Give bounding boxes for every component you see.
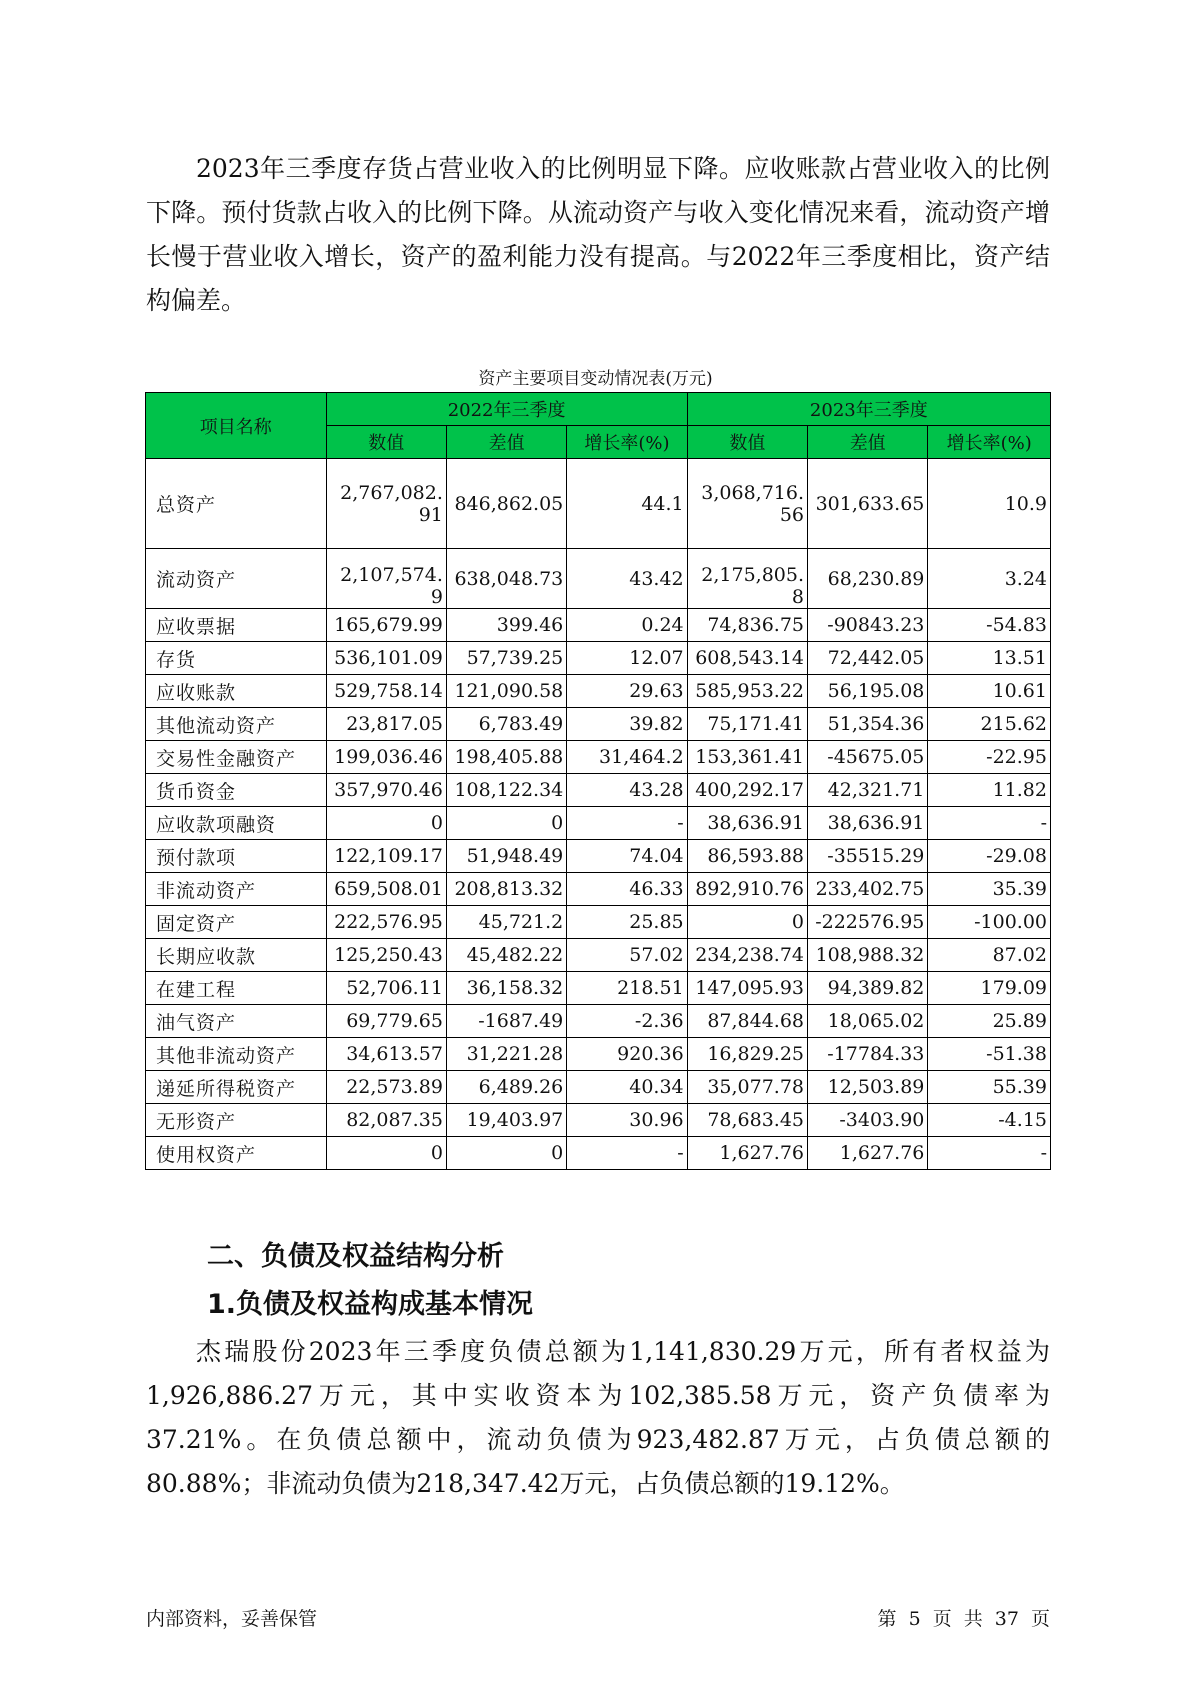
cell-v22: 222,576.95: [326, 906, 446, 939]
cell-d22: 6,489.26: [446, 1071, 566, 1104]
table-caption: 资产主要项目变动情况表(万元): [478, 369, 713, 389]
cell-g23: -29.08: [928, 840, 1051, 873]
cell-d22: 0: [446, 807, 566, 840]
table-row: [146, 840, 1051, 873]
cell-v22: 0: [326, 807, 446, 840]
header-growth-2023: 增长率(%): [928, 426, 1051, 459]
cell-v23: 147,095.93: [687, 972, 807, 1005]
cell-g22: 31,464.2: [567, 741, 687, 774]
cell-d22: 51,948.49: [446, 840, 566, 873]
cell-g22: 46.33: [567, 873, 687, 906]
row-item-name: 应收款项融资: [146, 807, 327, 840]
row-item-name: 在建工程: [146, 972, 327, 1005]
header-diff-2023: 差值: [808, 426, 928, 459]
subsection-heading: 1.负债及权益构成基本情况: [207, 1289, 534, 1320]
table-row: [146, 1005, 1051, 1038]
cell-g23: -: [928, 1137, 1051, 1170]
cell-v22: 199,036.46: [326, 741, 446, 774]
table-row: [146, 939, 1051, 972]
cell-v23: 78,683.45: [687, 1104, 807, 1137]
cell-d22: 19,403.97: [446, 1104, 566, 1137]
table-row: [146, 459, 1051, 549]
cell-v23: 153,361.41: [687, 741, 807, 774]
row-item-name: 预付款项: [146, 840, 327, 873]
cell-v22: 165,679.99: [326, 609, 446, 642]
cell-d22: 399.46: [446, 609, 566, 642]
cell-g22: 218.51: [567, 972, 687, 1005]
footer-page-number: 第 5 页 共 37 页: [877, 1608, 1050, 1630]
cell-d23: -3403.90: [808, 1104, 928, 1137]
cell-g22: 39.82: [567, 708, 687, 741]
cell-d22: 31,221.28: [446, 1038, 566, 1071]
table-row: [146, 906, 1051, 939]
cell-g22: -2.36: [567, 1005, 687, 1038]
cell-v23: 74,836.75: [687, 609, 807, 642]
header-value-2022: 数值: [326, 426, 446, 459]
row-item-name: 非流动资产: [146, 873, 327, 906]
row-item-name: 货币资金: [146, 774, 327, 807]
row-item-name: 递延所得税资产: [146, 1071, 327, 1104]
cell-d22: 0: [446, 1137, 566, 1170]
cell-g22: 0.24: [567, 609, 687, 642]
row-item-name: 应收票据: [146, 609, 327, 642]
cell-d22: 57,739.25: [446, 642, 566, 675]
cell-v23: 892,910.76: [687, 873, 807, 906]
cell-g22: 44.1: [567, 459, 687, 549]
section-heading: 二、负债及权益结构分析: [207, 1241, 504, 1272]
table-row: [146, 1137, 1051, 1170]
cell-g22: -: [567, 807, 687, 840]
cell-g22: 43.28: [567, 774, 687, 807]
cell-g22: -: [567, 1137, 687, 1170]
cell-v23: 608,543.14: [687, 642, 807, 675]
cell-d22: 208,813.32: [446, 873, 566, 906]
cell-g23: -: [928, 807, 1051, 840]
row-item-name: 其他非流动资产: [146, 1038, 327, 1071]
table-row: [146, 642, 1051, 675]
cell-v22: 357,970.46: [326, 774, 446, 807]
cell-g23: 35.39: [928, 873, 1051, 906]
cell-d23: 72,442.05: [808, 642, 928, 675]
table-row: [146, 1071, 1051, 1104]
row-item-name: 长期应收款: [146, 939, 327, 972]
cell-g23: 11.82: [928, 774, 1051, 807]
table-row: [146, 807, 1051, 840]
cell-v22: 122,109.17: [326, 840, 446, 873]
header-period-2023: 2023年三季度: [687, 393, 1050, 426]
row-item-name: 油气资产: [146, 1005, 327, 1038]
cell-v23: 400,292.17: [687, 774, 807, 807]
cell-g22: 12.07: [567, 642, 687, 675]
cell-g23: -4.15: [928, 1104, 1051, 1137]
cell-v22: 529,758.14: [326, 675, 446, 708]
cell-d22: 45,721.2: [446, 906, 566, 939]
cell-v22: 2,767,082.91: [326, 459, 446, 549]
cell-d22: 36,158.32: [446, 972, 566, 1005]
cell-v22: 23,817.05: [326, 708, 446, 741]
table-row: [146, 972, 1051, 1005]
row-item-name: 无形资产: [146, 1104, 327, 1137]
table-row: [146, 675, 1051, 708]
cell-g23: 25.89: [928, 1005, 1051, 1038]
cell-g22: 30.96: [567, 1104, 687, 1137]
table-row: [146, 1104, 1051, 1137]
cell-g22: 43.42: [567, 549, 687, 609]
cell-v23: 16,829.25: [687, 1038, 807, 1071]
cell-v23: 1,627.76: [687, 1137, 807, 1170]
asset-change-table: [145, 392, 1051, 1170]
table-row: [146, 609, 1051, 642]
cell-d22: 846,862.05: [446, 459, 566, 549]
cell-d22: 108,122.34: [446, 774, 566, 807]
cell-v23: 38,636.91: [687, 807, 807, 840]
cell-v22: 69,779.65: [326, 1005, 446, 1038]
cell-g23: 87.02: [928, 939, 1051, 972]
header-growth-2022: 增长率(%): [567, 426, 687, 459]
cell-v22: 52,706.11: [326, 972, 446, 1005]
cell-v22: 659,508.01: [326, 873, 446, 906]
cell-g23: 3.24: [928, 549, 1051, 609]
cell-g23: 215.62: [928, 708, 1051, 741]
footer-confidential-note: 内部资料，妥善保管: [146, 1608, 318, 1630]
table-row: [146, 873, 1051, 906]
cell-g22: 25.85: [567, 906, 687, 939]
row-item-name: 存货: [146, 642, 327, 675]
cell-d23: -45675.05: [808, 741, 928, 774]
header-item-name: 项目名称: [146, 393, 327, 459]
header-diff-2022: 差值: [446, 426, 566, 459]
cell-v22: 125,250.43: [326, 939, 446, 972]
cell-v23: 75,171.41: [687, 708, 807, 741]
cell-d23: 56,195.08: [808, 675, 928, 708]
cell-g23: 10.9: [928, 459, 1051, 549]
cell-d23: 108,988.32: [808, 939, 928, 972]
cell-v23: 234,238.74: [687, 939, 807, 972]
row-item-name: 总资产: [146, 459, 327, 549]
cell-g23: 55.39: [928, 1071, 1051, 1104]
cell-v23: 86,593.88: [687, 840, 807, 873]
liability-paragraph: 杰瑞股份2023年三季度负债总额为1,141,830.29万元，所有者权益为1,926,886.27万元，其中实收资本为102,385.58万元，资产负债率为37.21%。在负债总额中，流动负债为923,482.87万元，占负债总额的80.88%；非流动负债为218,347.42万元，占负债总额的19.12%。: [146, 1337, 1050, 1498]
row-item-name: 其他流动资产: [146, 708, 327, 741]
header-value-2023: 数值: [687, 426, 807, 459]
cell-g23: 179.09: [928, 972, 1051, 1005]
cell-g23: -51.38: [928, 1038, 1051, 1071]
row-item-name: 应收账款: [146, 675, 327, 708]
cell-g23: -22.95: [928, 741, 1051, 774]
cell-v23: 87,844.68: [687, 1005, 807, 1038]
cell-v23: 585,953.22: [687, 675, 807, 708]
row-item-name: 交易性金融资产: [146, 741, 327, 774]
row-item-name: 固定资产: [146, 906, 327, 939]
cell-d23: 1,627.76: [808, 1137, 928, 1170]
cell-d23: 51,354.36: [808, 708, 928, 741]
cell-d22: 638,048.73: [446, 549, 566, 609]
table-row: [146, 1038, 1051, 1071]
table-row: [146, 708, 1051, 741]
cell-d23: -222576.95: [808, 906, 928, 939]
cell-v22: 82,087.35: [326, 1104, 446, 1137]
cell-g22: 40.34: [567, 1071, 687, 1104]
cell-g23: -54.83: [928, 609, 1051, 642]
cell-d22: -1687.49: [446, 1005, 566, 1038]
cell-d23: -17784.33: [808, 1038, 928, 1071]
cell-d23: 18,065.02: [808, 1005, 928, 1038]
cell-v23: 35,077.78: [687, 1071, 807, 1104]
cell-g23: 13.51: [928, 642, 1051, 675]
cell-d23: 38,636.91: [808, 807, 928, 840]
cell-g22: 57.02: [567, 939, 687, 972]
cell-v22: 22,573.89: [326, 1071, 446, 1104]
cell-d23: 68,230.89: [808, 549, 928, 609]
cell-v22: 536,101.09: [326, 642, 446, 675]
cell-g22: 74.04: [567, 840, 687, 873]
cell-d22: 198,405.88: [446, 741, 566, 774]
cell-v22: 0: [326, 1137, 446, 1170]
table-row: [146, 549, 1051, 609]
row-item-name: 流动资产: [146, 549, 327, 609]
cell-v23: 3,068,716.56: [687, 459, 807, 549]
header-period-2022: 2022年三季度: [326, 393, 687, 426]
cell-g23: -100.00: [928, 906, 1051, 939]
cell-d23: 94,389.82: [808, 972, 928, 1005]
intro-paragraph: 2023年三季度存货占营业收入的比例明显下降。应收账款占营业收入的比例下降。预付货款占收入的比例下降。从流动资产与收入变化情况来看，流动资产增长慢于营业收入增长，资产的盈利能力没有提高。与2022年三季度相比，资产结构偏差。: [146, 154, 1050, 315]
cell-v22: 2,107,574.9: [326, 549, 446, 609]
row-item-name: 使用权资产: [146, 1137, 327, 1170]
cell-d23: 42,321.71: [808, 774, 928, 807]
cell-d22: 6,783.49: [446, 708, 566, 741]
cell-g22: 29.63: [567, 675, 687, 708]
cell-d23: -35515.29: [808, 840, 928, 873]
cell-g23: 10.61: [928, 675, 1051, 708]
cell-g22: 920.36: [567, 1038, 687, 1071]
cell-d22: 121,090.58: [446, 675, 566, 708]
cell-v23: 0: [687, 906, 807, 939]
cell-d22: 45,482.22: [446, 939, 566, 972]
table-row: [146, 774, 1051, 807]
table-row: [146, 741, 1051, 774]
cell-v23: 2,175,805.8: [687, 549, 807, 609]
cell-d23: 233,402.75: [808, 873, 928, 906]
cell-v22: 34,613.57: [326, 1038, 446, 1071]
cell-d23: 301,633.65: [808, 459, 928, 549]
cell-d23: 12,503.89: [808, 1071, 928, 1104]
cell-d23: -90843.23: [808, 609, 928, 642]
